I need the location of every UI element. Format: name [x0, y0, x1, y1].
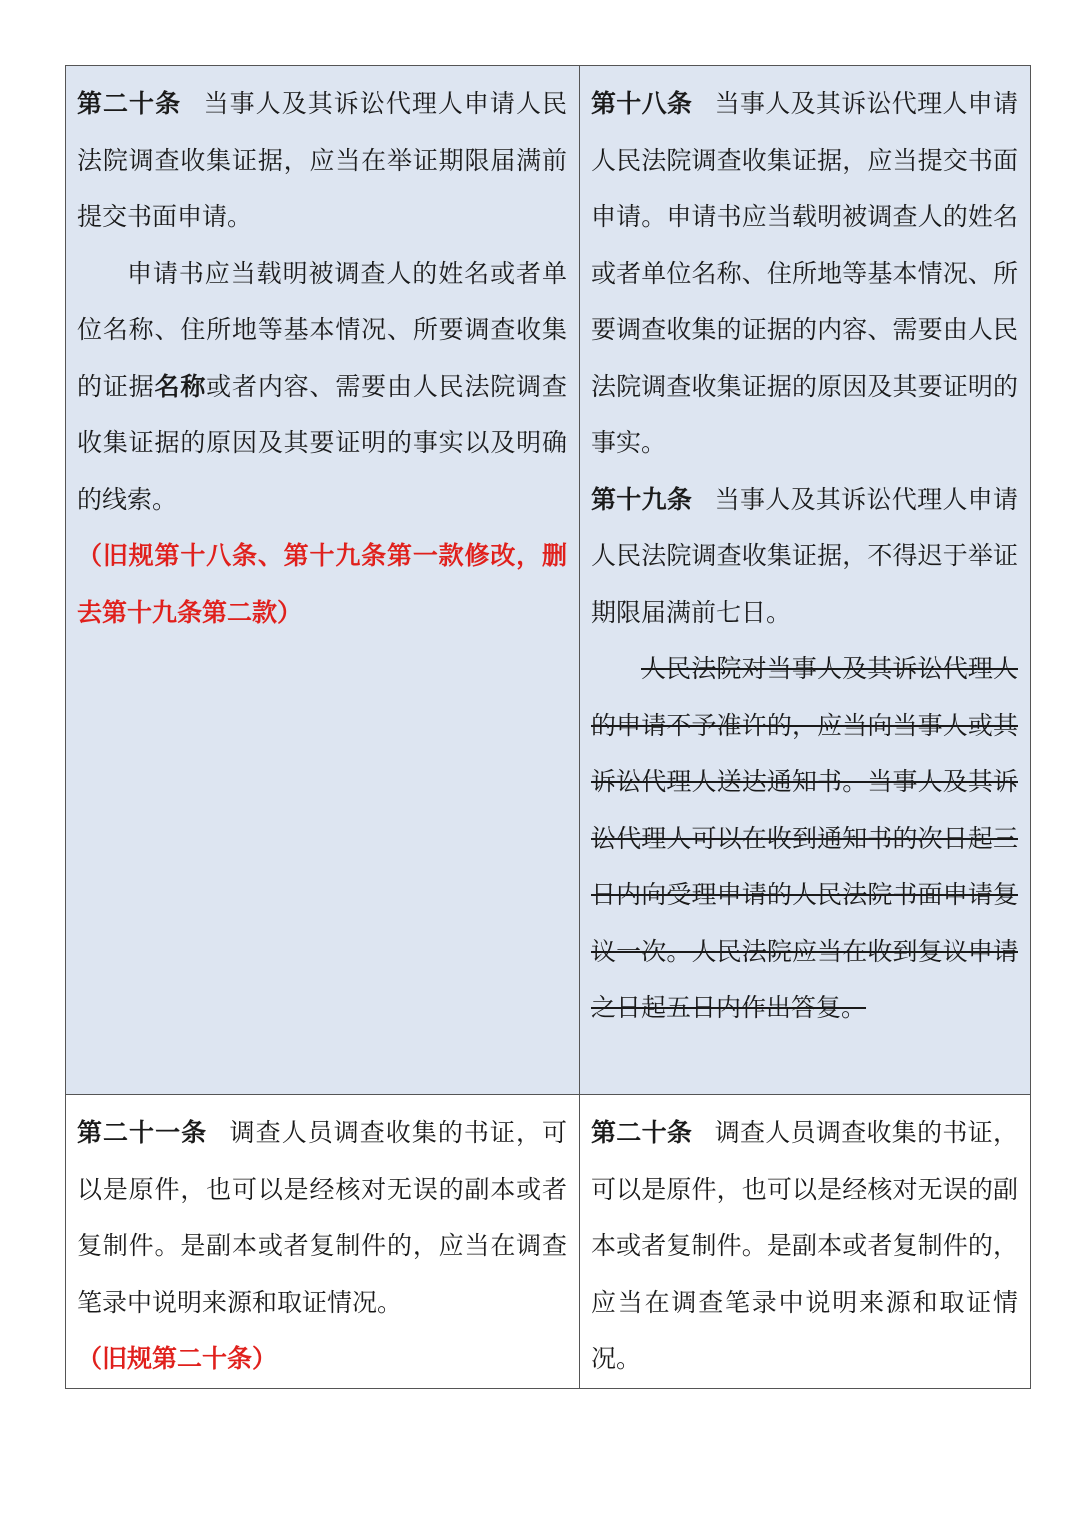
article-heading: 第十九条	[591, 484, 693, 514]
article-text: 当事人及其诉讼代理人申请人民法院调查收集证据，应当在举证期限届满前提交书面申请。	[77, 89, 567, 231]
article-paragraph	[591, 1105, 1018, 1388]
amendment-note: （旧规第二十条）	[77, 1344, 278, 1373]
table-row	[66, 66, 1031, 1095]
article-text: 或者内容、需要由人民法院调查收集证据的原因及其要证明的事实以及明确的线索。	[77, 371, 567, 514]
old-rule-cell	[580, 66, 1031, 1095]
article-paragraph	[591, 472, 1018, 642]
old-rule-cell	[580, 1095, 1031, 1389]
article-heading: 第二十条	[77, 89, 182, 118]
article-heading: 第二十条	[591, 1118, 693, 1147]
article-paragraph	[77, 1105, 567, 1331]
new-rule-cell	[66, 66, 580, 1095]
amendment-note: （旧规第十八条、第十九条第一款修改，删去第十九条第二款）	[77, 541, 567, 627]
article-text: 申请书应当载明被调查人的姓名或者单位名称、住所地等基本情况、所要调查收集的证据	[77, 258, 567, 401]
bold-text: 名称	[154, 371, 207, 401]
article-paragraph	[77, 246, 567, 529]
article-heading: 第十八条	[591, 89, 693, 118]
new-rule-cell	[66, 1095, 580, 1389]
article-paragraph	[591, 76, 1018, 472]
article-heading: 第二十一条	[77, 1118, 208, 1147]
comparison-table	[65, 65, 1031, 1389]
table-row	[66, 1095, 1031, 1389]
article-paragraph	[77, 76, 567, 246]
article-text: 调查人员调查收集的书证，可以是原件，也可以是经核对无误的副本或者复制件。是副本或者复制件的，应当在调查笔录中说明来源和取证情况。	[77, 1118, 567, 1317]
article-text: 当事人及其诉讼代理人申请人民法院调查收集证据，应当提交书面申请。申请书应当载明被调查人的姓名或者单位名称、住所地等基本情况、所要调查收集的证据的内容、需要由人民法院调查收集证据的原因及其要证明的事实。	[591, 89, 1018, 457]
article-text: 调查人员调查收集的书证，可以是原件，也可以是经核对无误的副本或者复制件。是副本或者复制件的，应当在调查笔录中说明来源和取证情况。	[591, 1118, 1018, 1373]
article-text: 当事人及其诉讼代理人申请人民法院调查收集证据，不得迟于举证期限届满前七日。	[591, 484, 1018, 627]
deleted-text: 人民法院对当事人及其诉讼代理人的申请不予准许的，应当向当事人或其诉讼代理人送达通知书。当事人及其诉讼代理人可以在收到通知书的次日起三日内向受理申请的人民法院书面申请复议一次。人民法院应当在收到复议申请之日起五日内作出答复。	[591, 654, 1018, 1022]
